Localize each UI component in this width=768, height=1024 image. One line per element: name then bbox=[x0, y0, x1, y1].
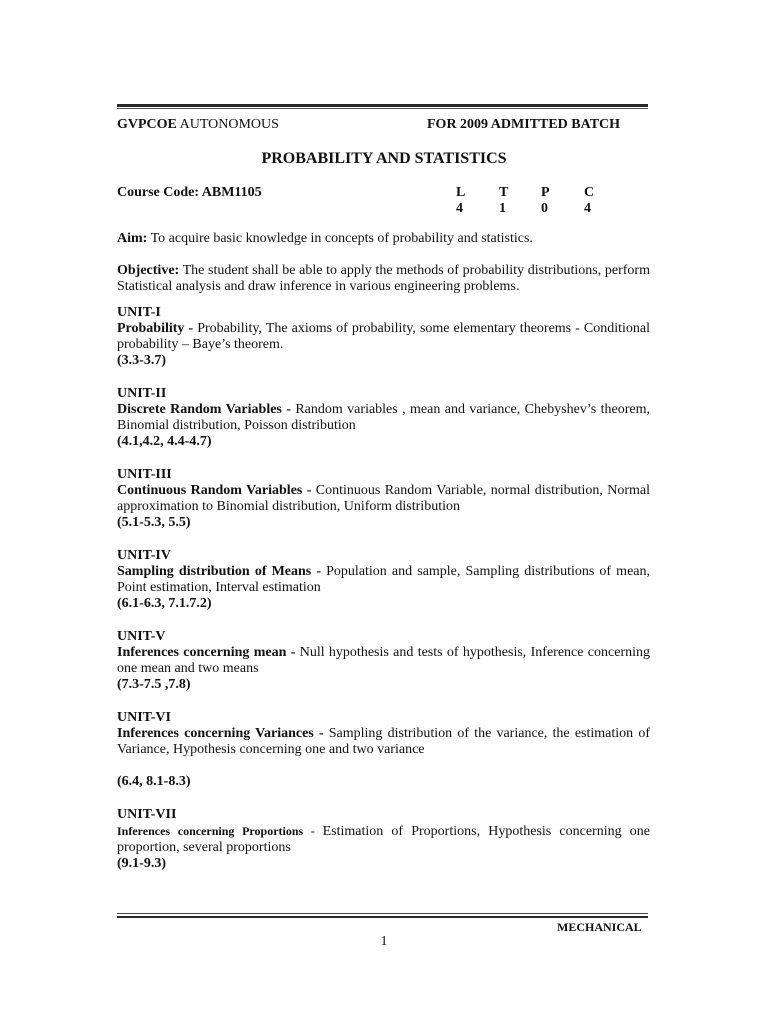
ltpc-value: 1 bbox=[499, 201, 506, 216]
unit-body bbox=[117, 726, 650, 758]
objective-text: The student shall be able to apply the methods of probability distributions, perform Statistical analysis and draw inference in various engineering problems. bbox=[117, 263, 650, 294]
page-number: 1 bbox=[380, 934, 388, 949]
unit-topic: Probability - bbox=[117, 321, 198, 336]
unit-content: Continuous Random Variable, normal distribution, Normal approximation to Binomial distribution, Uniform distribution bbox=[117, 483, 650, 514]
unit-topic: Continuous Random Variables - bbox=[117, 483, 316, 498]
unit-title: UNIT-V bbox=[117, 629, 166, 644]
unit-content: Random variables , mean and variance, Chebyshev’s theorem, Binomial distribution, Poisson distribution bbox=[117, 402, 650, 433]
unit-body bbox=[117, 564, 650, 596]
ltpc-value: 0 bbox=[541, 201, 548, 216]
ltpc-column-l bbox=[456, 185, 465, 217]
ltpc-column-p bbox=[541, 185, 550, 217]
objective-label: Objective: bbox=[117, 263, 180, 278]
unit-body bbox=[117, 321, 650, 353]
unit-reference: (6.4, 8.1-8.3) bbox=[117, 774, 191, 789]
institution-status: AUTONOMOUS bbox=[176, 117, 279, 132]
unit-section bbox=[117, 807, 650, 872]
unit-topic: Inferences concerning mean - bbox=[117, 645, 300, 660]
aim-text: To acquire basic knowledge in concepts of probability and statistics. bbox=[147, 231, 533, 246]
unit-section bbox=[117, 548, 650, 612]
unit-title: UNIT-IV bbox=[117, 548, 171, 563]
unit-reference: (6.1-6.3, 7.1.7.2) bbox=[117, 596, 212, 611]
unit-title: UNIT-I bbox=[117, 305, 161, 320]
unit-topic: Inferences concerning Variances - bbox=[117, 726, 329, 741]
unit-content: Estimation of Proportions, Hypothesis concerning one proportion, several proportions bbox=[117, 824, 650, 855]
ltpc-column-t bbox=[499, 185, 508, 217]
ltpc-label: P bbox=[541, 185, 550, 200]
institution-name: GVPCOE bbox=[117, 117, 177, 132]
department-footer: MECHANICAL bbox=[557, 920, 642, 934]
unit-body bbox=[117, 483, 650, 515]
unit-title: UNIT-VII bbox=[117, 807, 177, 822]
unit-section bbox=[117, 710, 650, 790]
aim-paragraph bbox=[117, 231, 650, 247]
footer-rule bbox=[117, 916, 648, 918]
ltpc-column-c bbox=[584, 185, 594, 217]
unit-section bbox=[117, 305, 650, 369]
unit-section bbox=[117, 629, 650, 693]
unit-content: Null hypothesis and tests of hypothesis, Inference concerning one mean and two means bbox=[117, 645, 650, 676]
page-title: PROBABILITY AND STATISTICS bbox=[261, 150, 507, 167]
ltpc-label: C bbox=[584, 185, 595, 200]
ltpc-label: L bbox=[456, 185, 466, 200]
unit-body bbox=[117, 823, 650, 856]
unit-topic: Inferences concerning Proportions - bbox=[117, 824, 323, 838]
unit-topic: Discrete Random Variables - bbox=[117, 402, 296, 417]
ltpc-value: 4 bbox=[456, 201, 463, 216]
unit-body bbox=[117, 645, 650, 677]
unit-reference: (5.1-5.3, 5.5) bbox=[117, 515, 191, 530]
units-list bbox=[117, 305, 650, 889]
footer-rule-thin bbox=[117, 913, 648, 914]
header-rule bbox=[117, 104, 648, 107]
unit-reference: (3.3-3.7) bbox=[117, 353, 166, 368]
header-rule-thin bbox=[117, 108, 648, 109]
unit-content: Probability, The axioms of probability, some elementary theorems - Conditional probability – Baye’s theorem. bbox=[117, 321, 651, 352]
batch-header: FOR 2009 ADMITTED BATCH bbox=[427, 117, 621, 132]
unit-reference: (9.1-9.3) bbox=[117, 856, 166, 871]
unit-section bbox=[117, 386, 650, 450]
unit-title: UNIT-VI bbox=[117, 710, 171, 725]
unit-content: Population and sample, Sampling distributions of mean, Point estimation, Interval estimation bbox=[117, 564, 650, 595]
unit-topic: Sampling distribution of Means - bbox=[117, 564, 327, 579]
institution-header bbox=[117, 117, 279, 133]
objective-paragraph bbox=[117, 263, 650, 295]
unit-title: UNIT-III bbox=[117, 467, 172, 482]
unit-content: Sampling distribution of the variance, the estimation of Variance, Hypothesis concerning one and two variance bbox=[117, 726, 650, 757]
unit-body bbox=[117, 402, 650, 434]
ltpc-value: 4 bbox=[584, 201, 591, 216]
course-code: Course Code: ABM1105 bbox=[117, 185, 262, 200]
unit-section bbox=[117, 467, 650, 531]
unit-reference: (4.1,4.2, 4.4-4.7) bbox=[117, 434, 212, 449]
unit-reference: (7.3-7.5 ,7.8) bbox=[117, 677, 191, 692]
ltpc-label: T bbox=[499, 185, 509, 200]
unit-title: UNIT-II bbox=[117, 386, 167, 401]
aim-label: Aim: bbox=[117, 231, 148, 246]
